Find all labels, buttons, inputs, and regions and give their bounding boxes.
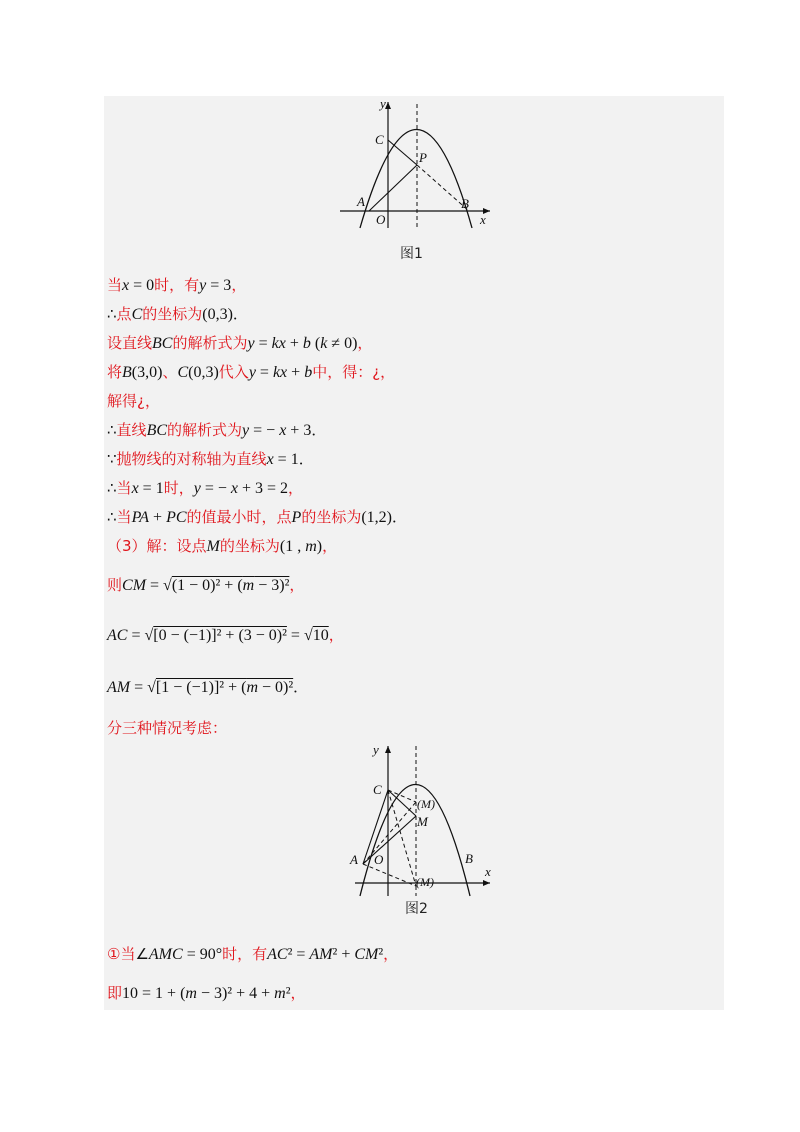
line-4: 将B(3,0)、C(0,3)代入y = kx + b中，得：¿，: [107, 363, 396, 381]
fig2-label-m-bottom: (M): [416, 875, 434, 889]
line-8: ∴当x = 1时，y = − x + 3 = 2，: [107, 479, 304, 497]
fig2-label-b: B: [465, 851, 473, 866]
line-9: ∴当PA + PC的值最小时，点P的坐标为(1,2)．: [107, 508, 408, 526]
figure-2: [330, 738, 505, 898]
fig1-label-p: P: [419, 150, 427, 165]
line-5: 解得¿，: [107, 392, 160, 410]
line-15: ①当∠AMC = 90°时，有AC² = AM² + CM²，: [107, 945, 399, 963]
fig2-label-m-top: (M): [417, 797, 435, 811]
figure-2-caption: 图2: [405, 901, 428, 917]
line-6: ∴直线BC的解析式为y = − x + 3．: [107, 421, 327, 439]
line-3: 设直线BC的解析式为y = kx + b (k ≠ 0)，: [107, 334, 373, 352]
line-7: ∵抛物线的对称轴为直线x = 1．: [107, 450, 314, 468]
line-14: 分三种情况考虑：: [107, 719, 228, 737]
line-2: ∴点C的坐标为(0,3)．: [107, 305, 248, 323]
line-1: 当x = 0时，有y = 3，: [107, 276, 247, 294]
fig2-label-o: O: [374, 852, 384, 867]
fig1-label-a: A: [357, 194, 365, 209]
line-13: AM = $√[1 - (-1)]^2 + (\overline{m} - 0)^2$．: [107, 678, 309, 696]
fig2-label-c: C: [373, 782, 382, 797]
fig2-label-y: y: [373, 742, 379, 757]
fig1-label-y: y: [380, 96, 386, 111]
fig1-label-x: x: [480, 212, 486, 227]
fig2-label-m: M: [417, 814, 428, 829]
line-11: 则CM = $√(1 - 0)^2 + (\overline{m} - 3)^2$，: [107, 576, 305, 594]
fig1-label-o: O: [376, 212, 386, 227]
line-12: AC = √[0 − (−1)]² + (3 − 0)² = √10，: [107, 626, 344, 644]
fig1-label-b: B: [461, 196, 469, 211]
fig2-label-x: x: [485, 864, 491, 879]
line-16: 即10 = 1 + (m − 3)² + 4 + m²，: [107, 984, 306, 1002]
line-10: （3）解：设点M的坐标为(1 , m)，: [107, 537, 338, 555]
fig1-label-c: C: [375, 132, 384, 147]
figure-1: [330, 96, 500, 236]
figure-1-caption: 图1: [400, 246, 423, 262]
fig2-label-a: A: [350, 852, 358, 867]
